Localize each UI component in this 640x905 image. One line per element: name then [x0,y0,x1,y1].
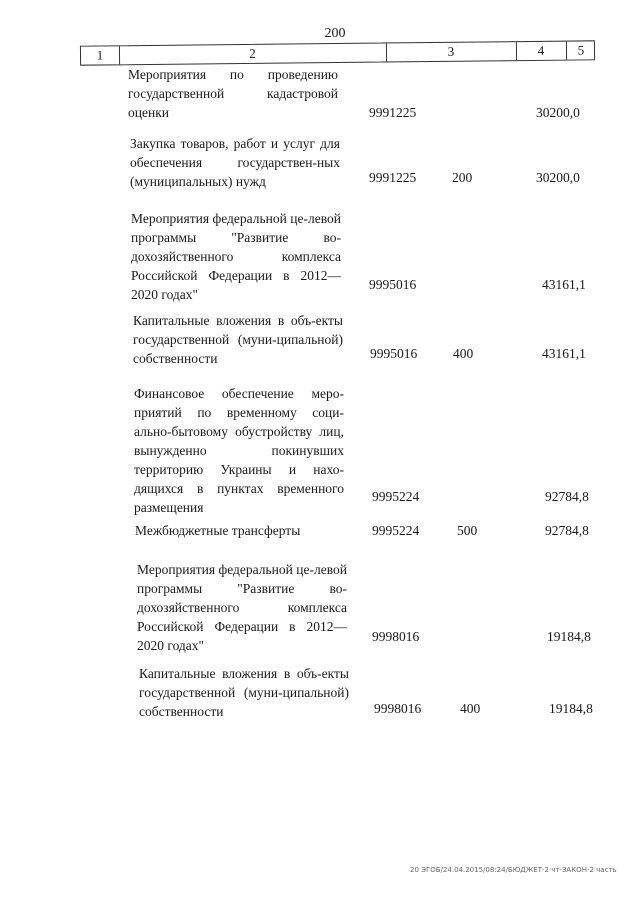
row-sum: 30200,0 [536,170,580,185]
row-name: Закупка товаров, работ и услуг для обеспечения государствен-ных (муниципальных) нужд [130,136,340,189]
row-sum: 19184,8 [549,701,593,716]
page-number: 200 [324,26,346,41]
row-sum: 30200,0 [536,105,580,120]
row-sum: 43161,1 [542,346,586,361]
row-sum: 92784,8 [545,489,589,504]
row-code: 9995016 [370,346,418,361]
row-expense-type: 500 [457,523,478,538]
row-expense-type: 400 [453,346,474,361]
row-expense-type: 400 [460,701,481,716]
row-name: Мероприятия федеральной це-левой программы "Развитие во-дохозяйственного комплекса Российской Федерации в 2012—2020 годах" [137,562,347,653]
footer-print-stamp: 20 ЭГОБ/24.04.2015/08:24/БЮДЖЕТ-2 чт-ЗАКОН-2 часть [410,866,617,874]
row-code: 9995016 [369,277,417,292]
row-name: Капитальные вложения в объ-екты государственной (муни-ципальной) собственности [133,313,343,366]
row-code: 9995224 [372,523,420,538]
row-name: Капитальные вложения в объ-екты государственной (муни-ципальной) собственности [139,666,349,719]
header-col-3: 3 [386,42,517,61]
row-code: 9991225 [369,105,417,120]
row-sum: 92784,8 [545,523,589,538]
row-expense-type: 200 [452,170,473,185]
header-col-2: 2 [119,43,387,64]
row-sum: 19184,8 [547,629,591,644]
row-name: Мероприятия по проведению государственной кадастровой оценки [128,67,338,120]
row-sum: 43161,1 [542,277,586,292]
header-col-1: 1 [81,46,120,64]
row-code: 9995224 [372,489,420,504]
header-col-5: 5 [577,42,585,58]
table-header [80,40,595,65]
row-name: Межбюджетные трансферты [135,523,301,538]
row-name: Мероприятия федеральной це-левой программы "Развитие во-дохозяйственного комплекса Российской Федерации в 2012—2020 годах" [131,211,341,302]
row-name: Финансовое обеспечение меро-приятий по временному соци-ально-бытовому обустройству лиц, вынужденно покинувших территорию Украины и нахо-дящихся в пунктах временного размещения [134,386,344,515]
row-code: 9991225 [369,170,417,185]
row-code: 9998016 [374,701,422,716]
header-col-4: 4 [516,42,567,61]
row-code: 9998016 [372,629,420,644]
